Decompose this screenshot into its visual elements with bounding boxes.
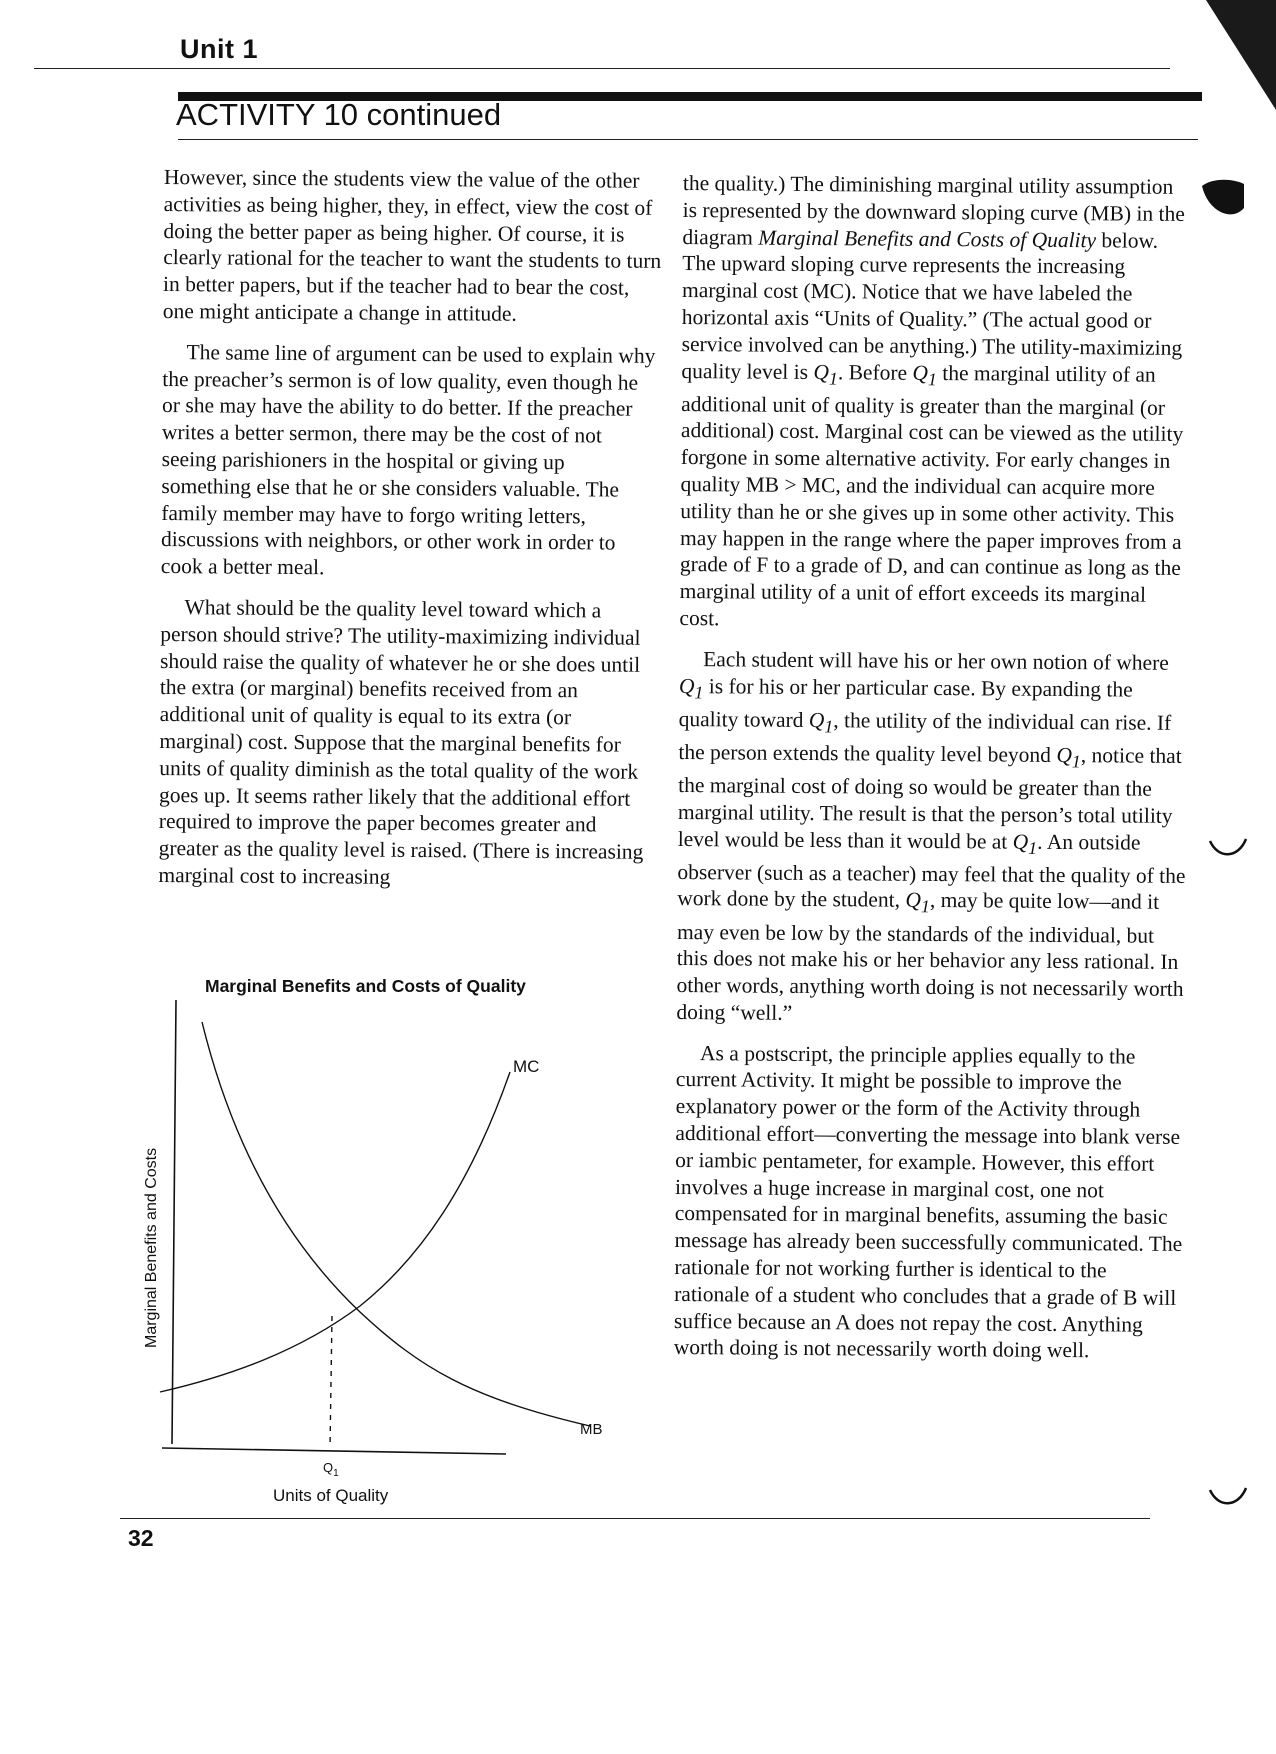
left-paragraph-1: However, since the students view the value of the other activities as being higher, they, in effect, view the cost of doing the better paper as being higher. Of course, it is clearly rational for the teacher to want the students to turn in better papers, but if the teacher had to bear the cost, one might anticipate a change in attitude. (162, 164, 662, 326)
q-letter: Q (905, 888, 922, 913)
left-text-column (158, 164, 662, 907)
q-subscript: 1 (333, 1468, 339, 1479)
q-letter: Q (912, 360, 929, 385)
diagram-reference: Marginal Benefits and Costs of Quality (758, 225, 1097, 252)
q1-symbol (1056, 742, 1081, 772)
q1-tick-label (323, 1460, 339, 1479)
q-letter: Q (1056, 742, 1072, 767)
q-letter: Q (323, 1460, 334, 1475)
x-axis-label: Units of Quality (273, 1486, 389, 1505)
mb-label: MB (580, 1421, 603, 1438)
text-run: the marginal utility of an additional unit of quality is greater than the marginal (or additional) cost. Marginal cost can be viewed as the utility forgone in some alternative activity. For early changes in quality MB > MC, and the individual can acquire more utility than he or she gives up in some other activity. This may happen in the range where the paper improves from a grade of F to a grade of D, and can continue as long as the marginal utility of a unit of effort exceeds its marginal cost. (679, 360, 1184, 631)
q-subscript: 1 (828, 368, 838, 389)
q1-symbol (912, 360, 938, 389)
unit-label: Unit 1 (180, 34, 259, 64)
title-rule (178, 139, 1198, 140)
q-subscript: 1 (927, 368, 938, 389)
left-paragraph-3: What should be the quality level toward which a person should strive? The utility-maximizing individual should raise the quality of whatever he or she does until the extra (or marginal) benefits received from an additional unit of quality is equal to its extra (or marginal) cost. Suppose that the marginal benefits for units of quality diminish as the total quality of the work goes up. It seems rather likely that the additional effort required to improve the paper becomes greater and greater as the quality level is raised. (There is increasing marginal cost to increasing (158, 595, 644, 889)
mc-label: MC (513, 1057, 540, 1076)
q-subscript: 1 (1028, 837, 1038, 858)
q-subscript: 1 (920, 896, 930, 917)
q-subscript: 1 (1071, 751, 1081, 772)
text-run: Each student will have his or her own notion of where (703, 647, 1169, 675)
text-run: is for his or her particular case. By expanding the quality toward (678, 673, 1133, 732)
q1-symbol (813, 359, 838, 389)
x-axis (162, 1448, 506, 1454)
text-run: . An outside observer (such as a teacher) may feel that the quality of the work done by the student, (677, 829, 1186, 913)
right-paragraph-3: As a postscript, the principle applies equally to the current Activity. It might be possible to improve the explanatory power or the form of the Activity through additional effort—converting the message into blank verse or iambic pentameter, for example. However, this effort involves a huge increase in marginal cost, one not compensated for in marginal benefits, assuming the basic message has already been successfully communicated. The rationale for not working further is identical to the rationale of a student who concludes that a grade of B will suffice because an A does not repay the cost. Anything worth doing is not necessarily worth doing well. (673, 1040, 1183, 1363)
right-paragraph-1 (679, 170, 1191, 636)
header-rule (34, 68, 1170, 69)
text-run: the quality.) The diminishing marginal utility assumption is represented by the downward sloping curve (MB) in the diagram (682, 170, 1185, 250)
text-run: . Before (837, 359, 913, 385)
right-text-column (674, 170, 1191, 1379)
q1-symbol (808, 707, 834, 737)
q-subscript: 1 (824, 716, 834, 737)
binder-hole-mark (1198, 178, 1248, 228)
y-axis (172, 1000, 176, 1444)
q1-symbol (905, 888, 930, 917)
q1-symbol (678, 673, 704, 703)
binder-hole-mark (1208, 1484, 1248, 1514)
q-letter: Q (813, 359, 830, 384)
text-run: , the utility of the individual can rise. If the person extends the quality level beyond (678, 707, 1172, 767)
text-run: below. The upward sloping curve represents the increasing marginal cost (MC). Notice that we have labeled the horizontal axis “Units of Quality.” (The actual good or service involved can be anything.) The utility-maximizing quality level is (681, 227, 1183, 384)
chart-title: Marginal Benefits and Costs of Quality (205, 976, 526, 996)
left-paragraph-2: The same line of argument can be used to explain why the preacher’s sermon is of low quality, even though he or she may have the ability to do better. If the preacher writes a better sermon, there may be the cost of not seeing parishioners in the hospital or giving up something else that he or she considers valuable. The family member may have to forgo writing letters, discussions with neighbors, or other work in order to cook a better meal. (160, 339, 656, 580)
right-paragraph-2 (676, 646, 1187, 1030)
q-subscript: 1 (694, 682, 704, 703)
footer-rule (120, 1518, 1150, 1519)
binder-hole-mark (1208, 835, 1248, 865)
activity-title: ACTIVITY 10 continued (176, 97, 502, 132)
q1-dashed-line (330, 1316, 332, 1448)
q-letter: Q (1012, 829, 1029, 854)
q1-symbol (1012, 829, 1038, 858)
q-letter: Q (808, 707, 825, 732)
page-corner-fold (1186, 0, 1276, 140)
page-number: 32 (128, 1525, 154, 1551)
mb-curve (202, 1022, 590, 1426)
text-run: , notice that the marginal cost of doing so would be greater than the marginal utility. The result is that the person’s total utility level would be less than it would be at (677, 742, 1182, 854)
mc-curve (160, 1072, 510, 1392)
text-run: , may be quite low—and it may even be low by the standards of the individual, but this does not make his or her behavior any less rational. In other words, anything worth doing is not necessarily worth doing “well.” (676, 888, 1184, 1025)
y-axis-label: Marginal Benefits and Costs (143, 1147, 160, 1348)
q-letter: Q (678, 673, 695, 698)
marginal-benefits-costs-chart (120, 996, 640, 1516)
